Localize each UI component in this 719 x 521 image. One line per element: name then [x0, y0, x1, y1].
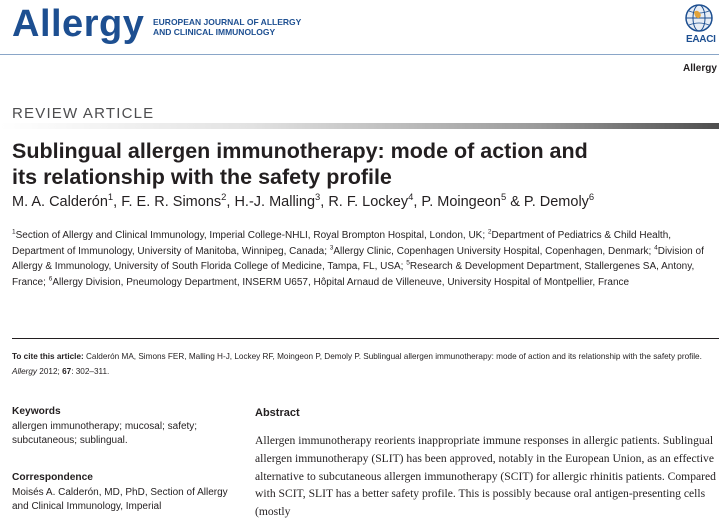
abstract-body: Allergen immunotherapy reorients inappropriate immune responses in allergic patients. Sublingual allergen immunotherapy (SLIT) has been approved, notably in the European Union, as an effective alternative to subcutaneous allergen immunotherapy (SCIT) for allergic rhinitis patients. Compared with SCIT, SLIT has a better safety profile. This is possibly because oral antigen-presenting cells (mostly: [255, 434, 716, 519]
citation-journal: Allergy: [12, 367, 38, 376]
article-title-line1: Sublingual allergen immunotherapy: mode of action and: [12, 139, 588, 163]
correspondence-text: Moisés A. Calderón, MD, PhD, Section of Allergy and Clinical Immunology, Imperial: [12, 487, 228, 512]
article-title-line2: its relationship with the safety profile: [12, 165, 392, 189]
author-name: F. E. R. Simons: [121, 194, 222, 210]
article-type-gradient-bar: [0, 123, 719, 129]
author-affiliation-number: 6: [588, 191, 595, 203]
affiliation-text: Department of Pediatrics & Child Health, Department of Immunology, University of Manitoba, Winnipeg, Canada;: [12, 230, 672, 257]
affiliation-text: Allergy Division, Pneumology Department, INSERM U657, Hôpital Arnaud de Villeneuve, University Hospital of Montpellier, France: [52, 276, 630, 288]
article-type-label: REVIEW ARTICLE: [12, 105, 155, 122]
author-separator: ,: [413, 194, 422, 210]
citation-label: To cite this article:: [12, 352, 84, 361]
eaaci-wordmark: EAACI: [686, 34, 716, 45]
affiliation-number: 4: [654, 244, 658, 252]
author-list: [12, 191, 595, 210]
author-affiliation-number: 4: [408, 191, 414, 203]
affiliation-number: 2: [487, 228, 492, 236]
author-separator: ,: [226, 194, 235, 210]
affiliation-number: 3: [329, 244, 334, 252]
citation-text: Calderón MA, Simons FER, Malling H-J, Lockey RF, Moingeon P, Demoly P. Sublingual allergen immunotherapy: mode of action and its relationship with the safety profile.: [83, 352, 702, 361]
affiliations-divider: [12, 338, 719, 339]
keywords-text: allergen immunotherapy; mucosal; safety; subcutaneous; sublingual.: [12, 421, 198, 446]
abstract-heading: Abstract: [255, 407, 300, 419]
journal-subtitle-line1: EUROPEAN JOURNAL OF ALLERGY: [153, 17, 302, 27]
affiliation-number: 5: [406, 259, 410, 267]
journal-subtitle-line2: AND CLINICAL IMMUNOLOGY: [153, 27, 276, 37]
affiliation-number: 1: [12, 228, 16, 236]
journal-logo: Allergy: [12, 3, 145, 45]
citation-pages: : 302–311.: [71, 367, 110, 376]
eaaci-logo: [683, 2, 719, 48]
citation-volume: 67: [62, 367, 72, 376]
author-separator: ,: [113, 194, 122, 210]
running-head: Allergy: [683, 63, 717, 74]
author-separator: ,: [320, 194, 329, 210]
correspondence-heading: Correspondence: [12, 472, 93, 483]
affiliation-text: Section of Allergy and Clinical Immunology, Imperial College-NHLI, Royal Brompton Hospital, London, UK;: [15, 230, 488, 241]
author-affiliation-number: 5: [500, 191, 507, 203]
globe-icon: [683, 2, 715, 34]
journal-subtitle: [153, 17, 301, 37]
affiliation-text: Research & Development Department, Stallergenes SA, Antony, France;: [12, 261, 695, 288]
keywords-heading: Keywords: [12, 406, 61, 417]
author-name: P. Moingeon: [421, 194, 501, 210]
author-affiliation-number: 2: [221, 191, 227, 203]
citation-year: 2012;: [37, 367, 63, 376]
affiliations: [12, 228, 719, 290]
header-divider: [0, 54, 719, 55]
affiliation-number: 6: [48, 275, 53, 283]
author-name: M. A. Calderón: [12, 194, 108, 210]
author-affiliation-number: 1: [107, 191, 114, 203]
author-name: P. Demoly: [523, 194, 589, 210]
author-name: R. F. Lockey: [328, 194, 409, 210]
affiliation-text: Division of Allergy & Immunology, University of South Florida College of Medicine, Tampa, FL, USA;: [12, 245, 704, 273]
affiliation-text: Allergy Clinic, Copenhagen University Hospital, Copenhagen, Denmark;: [333, 245, 655, 257]
citation: [12, 349, 719, 379]
author-name: H.-J. Malling: [234, 194, 316, 210]
author-affiliation-number: 3: [315, 191, 321, 203]
article-title: [12, 138, 719, 190]
author-separator: &: [506, 194, 524, 210]
